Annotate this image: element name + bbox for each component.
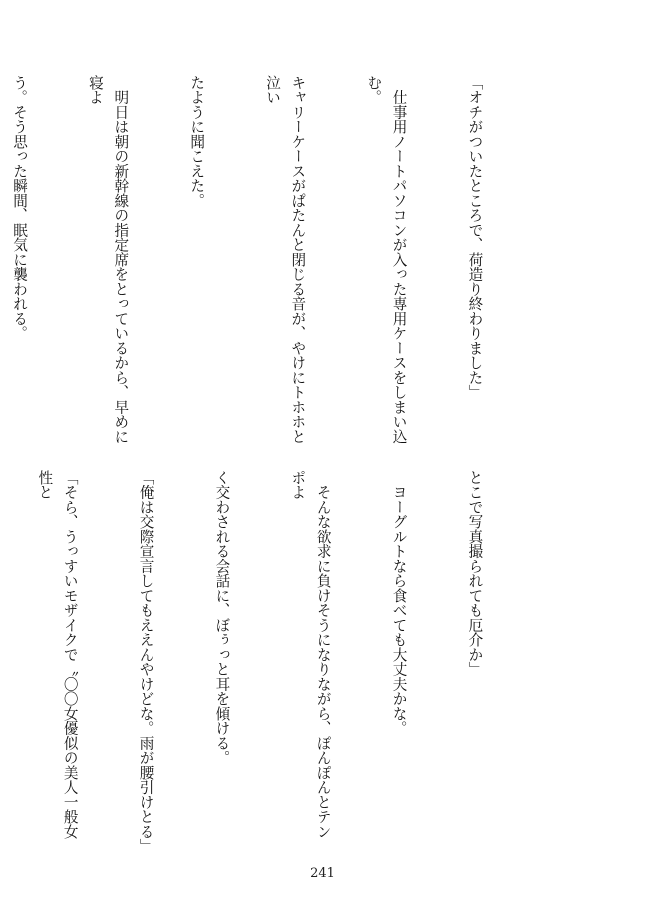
text-line: 明日は朝の新幹線の指定席をとっているから、早めに寝よ	[86, 75, 130, 444]
text-line: う。そう思った瞬間、眠気に襲われる。	[11, 75, 29, 341]
text-line: 仕事用ノートパソコンが入った専用ケースをしまい込む。	[365, 75, 408, 444]
text-line: とこで写真撮られても厄介か」	[466, 470, 484, 677]
text-line: そんな欲求に負けそうになりながら、ぽんぽんとテンポよ	[289, 470, 332, 839]
page-number: 241	[310, 866, 335, 881]
text-block-bottom	[36, 470, 538, 854]
text-line: ヨーグルトなら食べても大丈夫かな。	[390, 470, 408, 736]
text-line: 「そら、うっすいモザイクで〝〇〇女優似の美人一般女性と	[36, 470, 79, 839]
text-line: 「オチがついたところで、荷造り終わりました」	[466, 75, 484, 400]
text-line: 「俺は交際宣言してもええんやけどな。雨が腰引けとる」	[137, 470, 155, 854]
text-line: たように聞こえた。	[188, 75, 206, 208]
text-line: く交わされる会話に、ぼぅっと耳を傾ける。	[213, 470, 231, 765]
text-line: キャリーケースがぱたんと閉じる音が、やけにトホホと泣い	[264, 75, 307, 444]
text-block-top	[11, 75, 538, 450]
